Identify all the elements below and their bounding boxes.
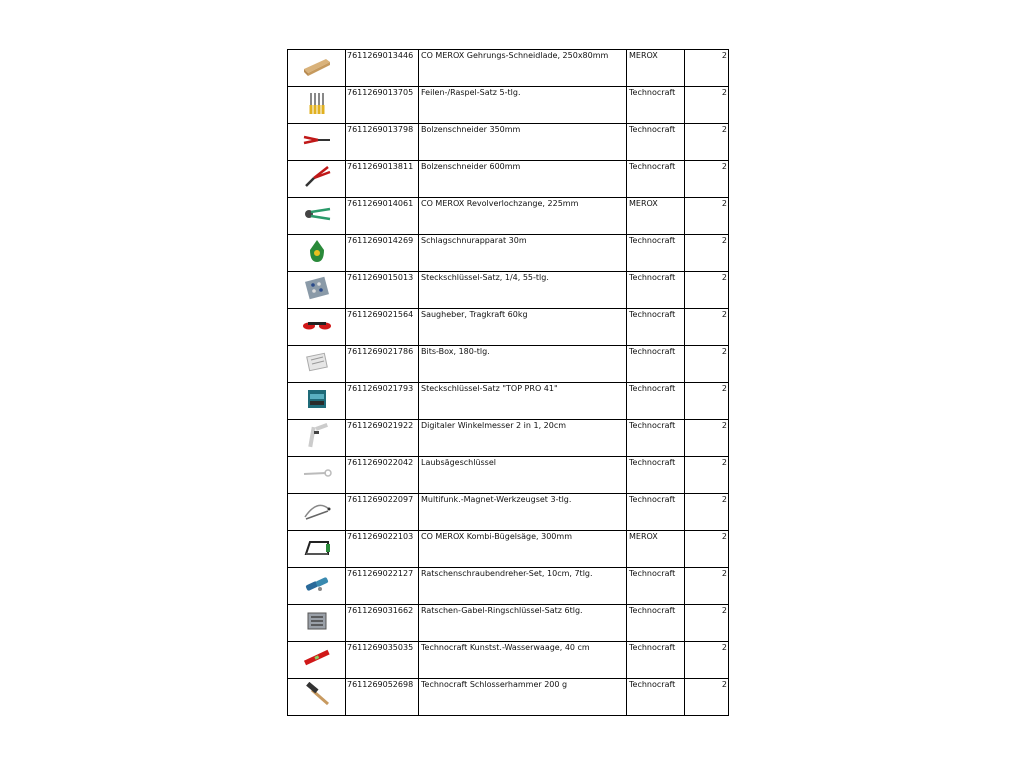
ean-cell: 7611269014061 xyxy=(346,198,419,235)
description-cell: Ratschenschraubendreher-Set, 10cm, 7tlg. xyxy=(419,568,627,605)
ean-cell: 7611269022097 xyxy=(346,494,419,531)
description-cell: Steckschlüssel-Satz "TOP PRO 41" xyxy=(419,383,627,420)
description-cell: Multifunk.-Magnet-Werkzeugset 3-tlg. xyxy=(419,494,627,531)
product-image-cell xyxy=(288,309,346,346)
ean-cell: 7611269013446 xyxy=(346,50,419,87)
table-row xyxy=(288,161,729,198)
product-image-cell xyxy=(288,457,346,494)
wrench-set-case-icon xyxy=(302,608,332,634)
product-image-cell xyxy=(288,272,346,309)
table-row xyxy=(288,272,729,309)
description-cell: CO MEROX Kombi-Bügelsäge, 300mm xyxy=(419,531,627,568)
ean-cell: 7611269015013 xyxy=(346,272,419,309)
product-image-cell xyxy=(288,642,346,679)
brand-cell: Technocraft xyxy=(627,272,685,309)
suction-lifter-icon xyxy=(302,312,332,338)
brand-cell: Technocraft xyxy=(627,642,685,679)
ean-cell: 7611269035035 xyxy=(346,642,419,679)
table-row xyxy=(288,642,729,679)
brand-cell: Technocraft xyxy=(627,457,685,494)
brand-cell: Technocraft xyxy=(627,124,685,161)
miter-box-icon xyxy=(302,53,332,79)
brand-cell: Technocraft xyxy=(627,420,685,457)
fretsaw-key-icon xyxy=(302,460,332,486)
spirit-level-icon xyxy=(302,645,332,671)
ean-cell: 7611269021564 xyxy=(346,309,419,346)
brand-cell: MEROX xyxy=(627,198,685,235)
socket-set-toppro-icon xyxy=(302,386,332,412)
file-set-icon xyxy=(302,90,332,116)
socket-set-case-icon xyxy=(302,275,332,301)
product-image-cell xyxy=(288,383,346,420)
quantity-cell: 2 xyxy=(685,161,729,198)
revolving-punch-plier-icon xyxy=(302,201,332,227)
ean-cell: 7611269021922 xyxy=(346,420,419,457)
description-cell: Saugheber, Tragkraft 60kg xyxy=(419,309,627,346)
ean-cell: 7611269022103 xyxy=(346,531,419,568)
ean-cell: 7611269021786 xyxy=(346,346,419,383)
table-row xyxy=(288,605,729,642)
product-image-cell xyxy=(288,198,346,235)
magnet-pickup-tool-icon xyxy=(302,497,332,523)
quantity-cell: 2 xyxy=(685,642,729,679)
product-image-cell xyxy=(288,605,346,642)
product-image-cell xyxy=(288,124,346,161)
quantity-cell: 2 xyxy=(685,124,729,161)
quantity-cell: 2 xyxy=(685,605,729,642)
brand-cell: Technocraft xyxy=(627,494,685,531)
brand-cell: Technocraft xyxy=(627,568,685,605)
quantity-cell: 2 xyxy=(685,50,729,87)
ean-cell: 7611269022042 xyxy=(346,457,419,494)
description-cell: Bolzenschneider 350mm xyxy=(419,124,627,161)
ean-cell: 7611269021793 xyxy=(346,383,419,420)
ean-cell: 7611269052698 xyxy=(346,679,419,716)
bits-box-icon xyxy=(302,349,332,375)
quantity-cell: 2 xyxy=(685,568,729,605)
product-image-cell xyxy=(288,161,346,198)
table-row xyxy=(288,124,729,161)
description-cell: Digitaler Winkelmesser 2 in 1, 20cm xyxy=(419,420,627,457)
description-cell: CO MEROX Gehrungs-Schneidlade, 250x80mm xyxy=(419,50,627,87)
table-row xyxy=(288,568,729,605)
product-image-cell xyxy=(288,679,346,716)
table-row xyxy=(288,50,729,87)
ean-cell: 7611269014269 xyxy=(346,235,419,272)
quantity-cell: 2 xyxy=(685,679,729,716)
product-image-cell xyxy=(288,531,346,568)
description-cell: Laubsägeschlüssel xyxy=(419,457,627,494)
description-cell: Bolzenschneider 600mm xyxy=(419,161,627,198)
quantity-cell: 2 xyxy=(685,531,729,568)
brand-cell: MEROX xyxy=(627,531,685,568)
product-sheet xyxy=(287,49,727,716)
description-cell: CO MEROX Revolverlochzange, 225mm xyxy=(419,198,627,235)
brand-cell: Technocraft xyxy=(627,679,685,716)
brand-cell: Technocraft xyxy=(627,346,685,383)
table-row xyxy=(288,531,729,568)
quantity-cell: 2 xyxy=(685,494,729,531)
quantity-cell: 2 xyxy=(685,383,729,420)
description-cell: Steckschlüssel-Satz, 1/4, 55-tlg. xyxy=(419,272,627,309)
quantity-cell: 2 xyxy=(685,87,729,124)
table-row xyxy=(288,87,729,124)
quantity-cell: 2 xyxy=(685,457,729,494)
ean-cell: 7611269022127 xyxy=(346,568,419,605)
ratchet-screwdriver-set-icon xyxy=(302,571,332,597)
product-image-cell xyxy=(288,50,346,87)
product-image-cell xyxy=(288,235,346,272)
brand-cell: Technocraft xyxy=(627,161,685,198)
quantity-cell: 2 xyxy=(685,420,729,457)
product-table xyxy=(287,49,729,716)
table-row xyxy=(288,309,729,346)
quantity-cell: 2 xyxy=(685,272,729,309)
digital-angle-meter-icon xyxy=(302,423,332,449)
ean-cell: 7611269013798 xyxy=(346,124,419,161)
product-image-cell xyxy=(288,568,346,605)
brand-cell: Technocraft xyxy=(627,309,685,346)
table-row xyxy=(288,679,729,716)
brand-cell: Technocraft xyxy=(627,87,685,124)
table-row xyxy=(288,346,729,383)
description-cell: Technocraft Schlosserhammer 200 g xyxy=(419,679,627,716)
brand-cell: Technocraft xyxy=(627,235,685,272)
brand-cell: Technocraft xyxy=(627,383,685,420)
bolt-cutter-icon xyxy=(302,127,332,153)
description-cell: Bits-Box, 180-tlg. xyxy=(419,346,627,383)
table-row xyxy=(288,383,729,420)
description-cell: Technocraft Kunstst.-Wasserwaage, 40 cm xyxy=(419,642,627,679)
description-cell: Schlagschnurapparat 30m xyxy=(419,235,627,272)
table-row xyxy=(288,420,729,457)
brand-cell: MEROX xyxy=(627,50,685,87)
bolt-cutter-large-icon xyxy=(302,164,332,190)
quantity-cell: 2 xyxy=(685,346,729,383)
product-image-cell xyxy=(288,420,346,457)
ean-cell: 7611269013811 xyxy=(346,161,419,198)
ean-cell: 7611269013705 xyxy=(346,87,419,124)
hacksaw-icon xyxy=(302,534,332,560)
product-image-cell xyxy=(288,87,346,124)
chalk-line-icon xyxy=(302,238,332,264)
ean-cell: 7611269031662 xyxy=(346,605,419,642)
table-row xyxy=(288,198,729,235)
table-row xyxy=(288,235,729,272)
description-cell: Ratschen-Gabel-Ringschlüssel-Satz 6tlg. xyxy=(419,605,627,642)
quantity-cell: 2 xyxy=(685,235,729,272)
table-row xyxy=(288,457,729,494)
table-row xyxy=(288,494,729,531)
hammer-icon xyxy=(302,682,332,708)
product-image-cell xyxy=(288,346,346,383)
product-image-cell xyxy=(288,494,346,531)
description-cell: Feilen-/Raspel-Satz 5-tlg. xyxy=(419,87,627,124)
quantity-cell: 2 xyxy=(685,198,729,235)
quantity-cell: 2 xyxy=(685,309,729,346)
brand-cell: Technocraft xyxy=(627,605,685,642)
